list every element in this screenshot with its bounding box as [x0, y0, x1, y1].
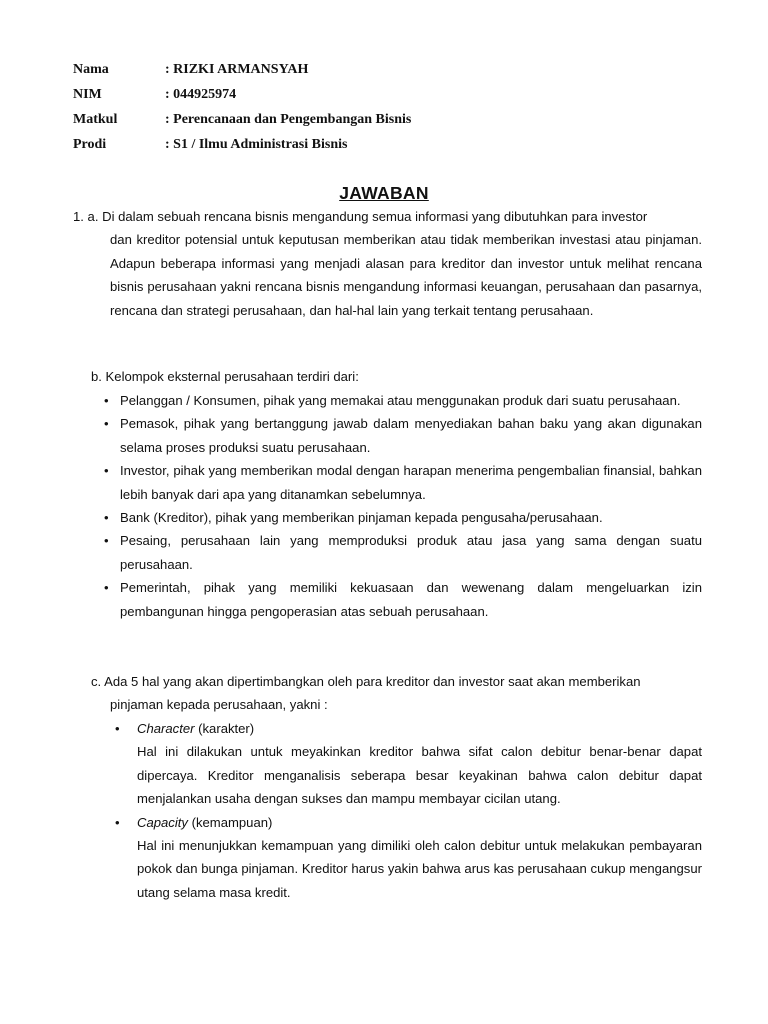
answer-1a-paragraph: dan kreditor potensial untuk keputusan memberikan atau tidak memberikan investasi atau pinjaman. Adapun beberapa informasi yang menjadi alasan para kreditor dan investor untuk melihat rencana bisnis perusahaan yakni rencana bisnis mengandung informasi keuangan, perusahaan dan pasarnya, rencana dan strategi perusahaan, dan hal-hal lain yang terkait tentang perusahaan.: [110, 232, 702, 318]
identity-label: Matkul: [73, 112, 118, 127]
identity-label: Prodi: [73, 137, 107, 152]
list-item: [115, 811, 702, 834]
list-item-text: Pemasok, pihak yang bertanggung jawab dalam menyediakan bahan baku yang akan digunakan selama proses produksi suatu perusahaan.: [120, 416, 702, 455]
bullet-icon: •: [115, 721, 120, 736]
list-item-text: Pesaing, perusahaan lain yang memproduksi produk atau jasa yang sama dengan suatu perusahaan.: [120, 533, 702, 572]
criterion-description: Hal ini dilakukan untuk meyakinkan kreditor bahwa sifat calon debitur benar-benar dapat dipercaya. Kreditor menganalisis seberapa besar keyakinan bahwa calon debitur dapat menjalankan usaha dengan sukses dan mampu membayar cicilan utang.: [137, 744, 702, 807]
bullet-icon: •: [104, 580, 109, 596]
answer-1b-list: [104, 389, 702, 623]
identity-value: : RIZKI ARMANSYAH: [165, 62, 309, 77]
criterion-gloss: (kemampuan): [187, 814, 273, 830]
criterion-term: Character: [137, 721, 195, 736]
bullet-icon: •: [104, 533, 109, 549]
list-item: [104, 459, 702, 506]
list-item-text: Pemerintah, pihak yang memiliki kekuasaan dan wewenang dalam mengeluarkan izin pembangunan hingga pengoperasian atas sebuah perusahaan.: [120, 580, 702, 619]
criterion-gloss: (karakter): [194, 721, 255, 736]
list-item: [104, 529, 702, 576]
answer-1c-line2: pinjaman kepada perusahaan, yakni :: [110, 697, 328, 713]
list-item: [104, 412, 702, 459]
identity-label: NIM: [73, 87, 102, 102]
bullet-icon: •: [104, 510, 109, 526]
answer-1b-heading: b. Kelompok eksternal perusahaan terdiri dari:: [91, 369, 359, 384]
answer-1a-first-line: 1. a. Di dalam sebuah rencana bisnis mengandung semua informasi yang dibutuhkan para investor: [73, 209, 648, 224]
answer-1c-list: [115, 717, 702, 904]
list-item-text: Investor, pihak yang memberikan modal dengan harapan menerima pengembalian finansial, bahkan lebih banyak dari apa yang ditanamkan sebelumnya.: [120, 463, 702, 502]
bullet-icon: •: [104, 463, 109, 479]
identity-label: Nama: [73, 62, 109, 77]
identity-value: : Perencanaan dan Pengembangan Bisnis: [165, 112, 412, 127]
bullet-icon: •: [104, 416, 109, 432]
bullet-icon: •: [115, 814, 120, 830]
identity-value: : 044925974: [165, 87, 237, 102]
list-item: [104, 506, 702, 529]
answer-1c-line1: c. Ada 5 hal yang akan dipertimbangkan oleh para kreditor dan investor saat akan memberikan: [91, 674, 641, 689]
identity-value: : S1 / Ilmu Administrasi Bisnis: [165, 137, 348, 152]
list-item-text: Bank (Kreditor), pihak yang memberikan pinjaman kepada pengusaha/perusahaan.: [120, 510, 603, 526]
list-item-text: Pelanggan / Konsumen, pihak yang memakai atau menggunakan produk dari suatu perusahaan.: [120, 393, 681, 408]
list-item: [104, 576, 702, 623]
list-item: [104, 389, 702, 412]
bullet-icon: •: [104, 393, 109, 408]
criterion-term: Capacity: [137, 814, 188, 830]
page-title: JAWABAN: [339, 183, 429, 203]
list-item: [115, 717, 702, 740]
answer-1c-intro: [91, 670, 702, 717]
criterion-description: Hal ini menunjukkan kemampuan yang dimiliki oleh calon debitur untuk melakukan pembayaran pokok dan bunga pinjaman. Kreditor harus yakin bahwa arus kas perusahaan cukup mengangsur utang selama masa kredit.: [137, 838, 702, 900]
